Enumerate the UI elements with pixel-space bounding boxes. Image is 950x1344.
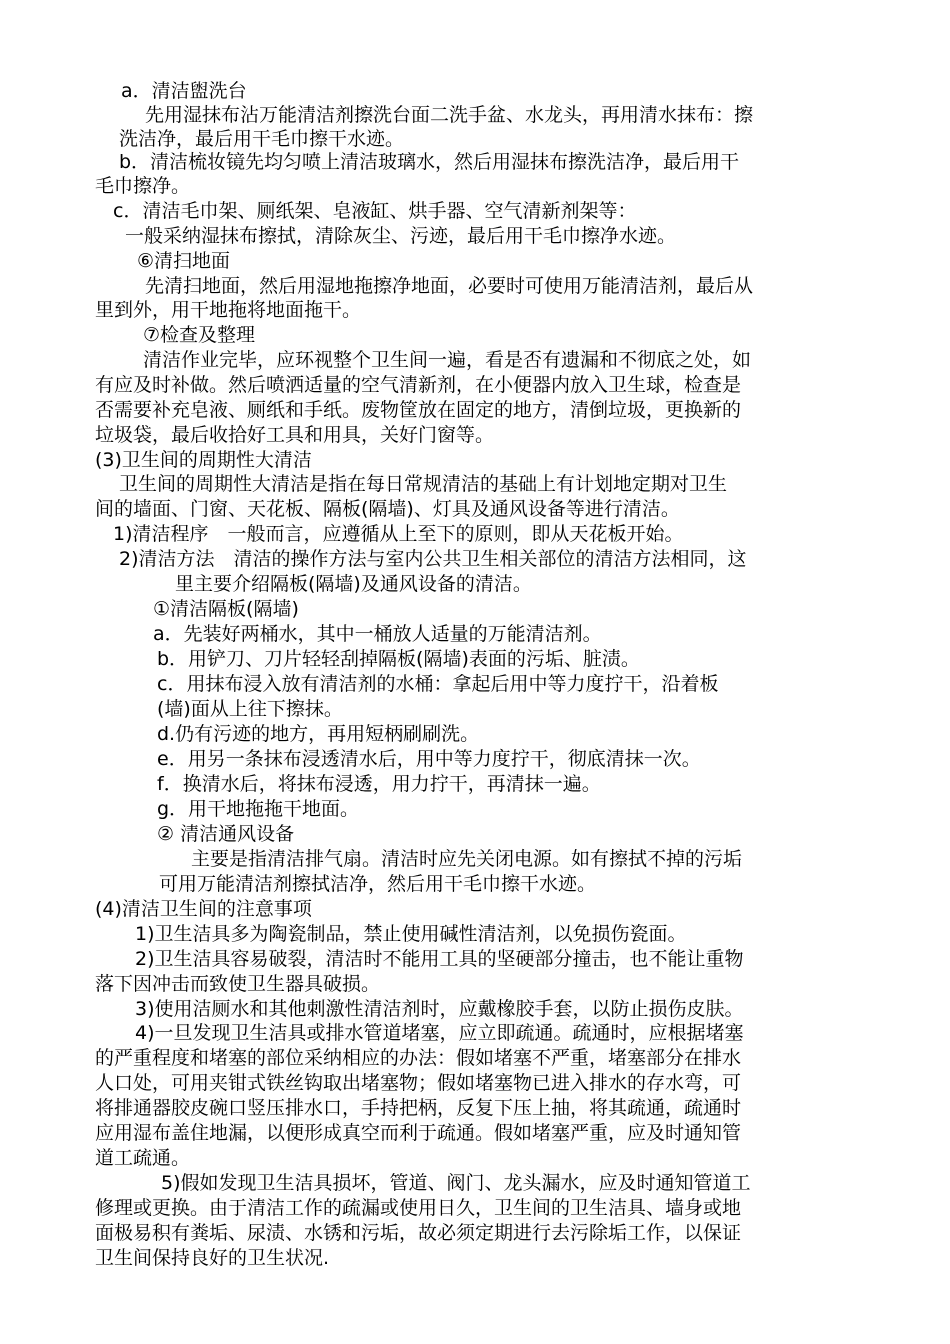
paragraph-line: 道工疏通。 xyxy=(95,1147,191,1169)
section-6-title: ⑥清扫地面 xyxy=(137,250,231,272)
paragraph-line: 应用湿布盖住地漏，以便形成真空而利于疏通。假如堵塞严重，应及时通知管 xyxy=(95,1122,742,1144)
paragraph-line: 1)清洁程序 一般而言，应遵循从上至下的原则，即从天花板开始。 xyxy=(113,523,684,545)
list-item: e．用另一条抹布浸透清水后，用中等力度拧干，彻底清抹一次。 xyxy=(157,748,701,770)
paragraph-line: 洗洁净，最后用干毛巾擦干水迹。 xyxy=(119,128,405,150)
section-4-title: (4)清洁卫生间的注意事项 xyxy=(95,898,312,920)
paragraph-line: 垃圾袋，最后收拾好工具和用具，关好门窗等。 xyxy=(95,424,495,446)
paragraph-line: c．清洁毛巾架、厕纸架、皂液缸、烘手器、空气清新剂架等： xyxy=(113,200,637,222)
list-item: f．换清水后，将抹布浸透，用力拧干，再清抹一遍。 xyxy=(157,773,601,795)
paragraph-line: 卫生间的周期性大清洁是指在每日常规清洁的基础上有计划地定期对卫生 xyxy=(119,473,728,495)
paragraph-line: 人口处，可用夹钳式铁丝钩取出堵塞物；假如堵塞物已进入排水的存水弯，可 xyxy=(95,1072,742,1094)
paragraph-line: 1)卫生洁具多为陶瓷制品，禁止使用碱性清洁剂，以免损伤瓷面。 xyxy=(135,923,687,945)
subsection-2-title: ② 清洁通风设备 xyxy=(157,823,295,845)
section-3-title: (3)卫生间的周期性大清洁 xyxy=(95,449,312,471)
list-item: a．先装好两桶水，其中一桶放人适量的万能清洁剂。 xyxy=(153,623,602,645)
paragraph-line: 先清扫地面，然后用湿地拖擦净地面，必要时可使用万能清洁剂，最后从 xyxy=(145,275,754,297)
paragraph-line: b．清洁梳妆镜先均匀喷上清洁玻璃水，然后用湿抹布擦洗洁净，最后用干 xyxy=(119,151,740,173)
paragraph-line: 2)清洁方法 清洁的操作方法与室内公共卫生相关部位的清洁方法相同，这 xyxy=(119,548,747,570)
paragraph-line: 里主要介绍隔板(隔墙)及通风设备的清洁。 xyxy=(175,573,532,595)
section-7-title: ⑦检查及整理 xyxy=(143,324,256,346)
paragraph-line: 卫生间保持良好的卫生状况. xyxy=(95,1247,330,1269)
paragraph-line: 主要是指清洁排气扇。清洁时应先关闭电源。如有擦拭不掉的污垢 xyxy=(191,848,743,870)
paragraph-line: 里到外，用干地拖将地面拖干。 xyxy=(95,299,362,321)
paragraph-line: 可用万能清洁剂擦拭洁净，然后用干毛巾擦干水迹。 xyxy=(159,873,597,895)
paragraph-line: 3)使用洁厕水和其他刺激性清洁剂时，应戴橡胶手套，以防止损伤皮肤。 xyxy=(135,998,744,1020)
list-item: d.仍有污迹的地方，再用短柄刷刷洗。 xyxy=(157,723,480,745)
paragraph-line: 面极易积有粪垢、尿渍、水锈和污垢，故必须定期进行去污除垢工作，以保证 xyxy=(95,1222,742,1244)
paragraph-line: 将排通器胶皮碗口竖压排水口，手持把柄，反复下压上抽，将其疏通，疏通时 xyxy=(95,1097,742,1119)
paragraph-line: 5)假如发现卫生洁具损坏，管道、阀门、龙头漏水，应及时通知管道工 xyxy=(161,1172,751,1194)
list-item: (墙)面从上往下擦抹。 xyxy=(157,698,343,720)
paragraph-line: 落下因冲击而致使卫生器具破损。 xyxy=(95,973,381,995)
list-item: c．用抹布浸入放有清洁剂的水桶：拿起后用中等力度拧干，沿着板 xyxy=(157,673,719,695)
paragraph-line: 的严重程度和堵塞的部位采纳相应的办法：假如堵塞不严重，堵塞部分在排水 xyxy=(95,1047,742,1069)
paragraph-line: 2)卫生洁具容易破裂，清洁时不能用工具的坚硬部分撞击，也不能让重物 xyxy=(135,948,744,970)
paragraph-line: 4)一旦发现卫生洁具或排水管道堵塞，应立即疏通。疏通时，应根据堵塞 xyxy=(135,1022,744,1044)
paragraph-line: 毛巾擦净。 xyxy=(95,175,191,197)
paragraph-line: 修理或更换。由于清洁工作的疏漏或使用日久，卫生间的卫生洁具、墙身或地 xyxy=(95,1197,742,1219)
paragraph-line: 有应及时补做。然后喷洒适量的空气清新剂，在小便器内放入卫生球，检查是 xyxy=(95,374,742,396)
paragraph-line: 清洁作业完毕，应环视整个卫生间一遍，看是否有遗漏和不彻底之处，如 xyxy=(143,349,752,371)
paragraph-line: 间的墙面、门窗、天花板、隔板(隔墙)、灯具及通风设备等进行清洁。 xyxy=(95,498,680,520)
paragraph-line: 否需要补充皂液、厕纸和手纸。废物筐放在固定的地方，清倒垃圾，更换新的 xyxy=(95,399,742,421)
section-a-title: a．清洁盥洗台 xyxy=(121,80,247,102)
paragraph-line: 一般采纳湿抹布擦拭，清除灰尘、污迹，最后用干毛巾擦净水迹。 xyxy=(125,225,677,247)
subsection-1-title: ①清洁隔板(隔墙) xyxy=(153,598,299,620)
list-item: b．用铲刀、刀片轻轻刮掉隔板(隔墙)表面的污垢、脏渍。 xyxy=(157,648,640,670)
paragraph-line: 先用湿抹布沾万能清洁剂擦洗台面二洗手盆、水龙头，再用清水抹布：擦 xyxy=(145,104,754,126)
list-item: g．用干地拖拖干地面。 xyxy=(157,798,360,820)
